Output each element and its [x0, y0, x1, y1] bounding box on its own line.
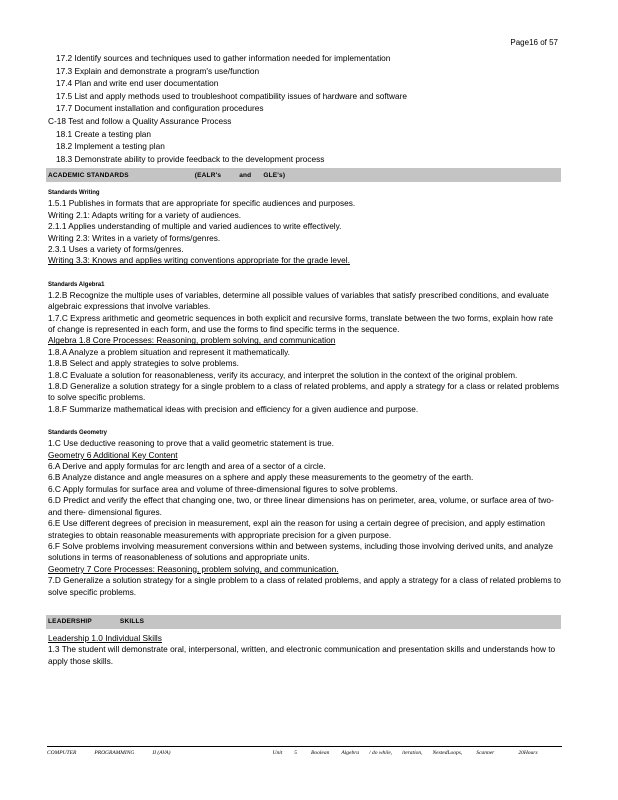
paragraph: 6.E Use different degrees of precision in measurement, expl ain the reason for using a certain degree of precision, and apply estimation strategies to obtain reasonable measurements with appropriate precision for a given purpose. [48, 518, 546, 540]
footer-text: II (AVA) [152, 750, 171, 756]
paragraph: 2.1.1 Applies understanding of multiple and varied audiences to write effectively. [48, 221, 342, 232]
list-item: 18.2 Implement a testing plan [56, 141, 165, 152]
bar-label: and [239, 171, 252, 179]
paragraph: 6.D Predict and verify the effect that changing one, two, or three linear dimensions has on perimeter, area, volume, or surface area of two- and there- dimensional figures. [48, 495, 554, 517]
academic-standards-bar [46, 168, 561, 182]
list-heading: C-18 Test and follow a Quality Assurance Process [48, 115, 232, 126]
footer-text: Scanner [476, 750, 495, 756]
paragraph: 6.B Analyze distance and angle measures on a sphere and apply these measurements to the geometry of the earth. [48, 472, 474, 483]
bar-label: LEADERSHIP [48, 618, 92, 626]
document-body [48, 52, 561, 667]
list-item: 17.4 Plan and write end user documentation [56, 78, 219, 89]
bar-label: SKILLS [119, 618, 145, 626]
objectives-list [48, 52, 561, 165]
underlined-heading: Geometry 7 Core Processes: Reasoning, problem solving, and communication. [48, 563, 339, 574]
paragraph: 1.8.C Evaluate a solution for reasonableness, verify its accuracy, and interpret the solution in the context of the original problem. [48, 369, 518, 380]
underlined-heading: Algebra 1.8 Core Processes: Reasoning, problem solving, and communication [48, 335, 336, 346]
list-item: 17.3 Explain and demonstrate a program's use/function [56, 65, 260, 76]
footer-text: iteration, [402, 750, 423, 756]
underlined-heading: Writing 3.3: Knows and applies writing conventions appropriate for the grade level. [48, 255, 350, 266]
paragraph: 1.8.D Generalize a solution strategy for a single problem to a class of related problems, and apply a strategy for a class or related problems to solve specific problems. [48, 381, 559, 403]
footer-text: 5 [294, 750, 298, 756]
list-item: 18.3 Demonstrate ability to provide feedback to the development process [56, 153, 325, 164]
bar-label: (EALR's [194, 171, 222, 179]
paragraph: 1.5.1 Publishes in formats that are appropriate for specific audiences and purposes. [48, 198, 356, 209]
bar-label: GLE's) [263, 171, 286, 179]
list-item: 17.5 List and apply methods used to troubleshoot compatibility issues of hardware and software [56, 90, 407, 101]
footer-text: 20Hours [518, 750, 538, 756]
paragraph: 6.C Apply formulas for surface area and volume of three-dimensional figures to solve problems. [48, 483, 398, 494]
paragraph: 1.2.B Recognize the multiple uses of variables, determine all possible values of variables that satisfy prescribed conditions, and evaluate algebraic expressions that involve variables. [48, 289, 549, 312]
section-heading: Standards Geometry [48, 430, 108, 437]
section-heading: Standards Algebra1 [48, 281, 105, 288]
footer-text: PROGRAMMING [94, 750, 135, 756]
paragraph: 6.A Derive and apply formulas for arc length and area of a sector of a circle. [48, 461, 326, 472]
page-footer [47, 746, 562, 756]
footer-text: NestedLoops, [432, 750, 463, 756]
paragraph: 1.8.F Summarize mathematical ideas with precision and efficiency for a given audience and purpose. [48, 403, 419, 414]
paragraph: Writing 2.1: Adapts writing for a variety of audiences. [48, 209, 242, 220]
footer-text: COMPUTER [47, 750, 77, 756]
underlined-heading: Geometry 6 Additional Key Content [48, 449, 178, 460]
paragraph: 1.3 The student will demonstrate oral, interpersonal, written, and electronic communication and presentation skills and understands how to apply those skills. [48, 644, 556, 666]
paragraph: 1.7.C Express arithmetic and geometric sequences in both explicit and recursive forms, translate between the two forms, explain how rate of change is represented in each form, and use the forms to find specific terms in the sequence. [48, 312, 553, 334]
paragraph: 1.C Use deductive reasoning to prove that a valid geometric statement is true. [48, 438, 334, 449]
paragraph: 1.8.B Select and apply strategies to solve problems. [48, 358, 239, 369]
list-item: 17.2 Identify sources and techniques used to gather information needed for implementation [56, 53, 391, 63]
underlined-heading: Leadership 1.0 Individual Skills [48, 632, 162, 643]
leadership-section [48, 633, 561, 667]
bar-label: ACADEMIC STANDARDS [48, 171, 129, 179]
algebra-section [48, 280, 561, 415]
footer-text: / do while, [369, 750, 393, 756]
paragraph: Writing 2.3: Writes in a variety of forms/genres. [48, 232, 221, 243]
paragraph: 1.8.A Analyze a problem situation and represent it mathematically. [48, 346, 290, 357]
page-number: Page16 of 57 [510, 38, 558, 47]
paragraph: 7.D Generalize a solution strategy for a single problem to a class of related problems, and apply a strategy for a class of related problems to solve specific problems. [48, 575, 561, 597]
footer-text: Algebra [341, 750, 360, 756]
paragraph: 2.3.1 Uses a variety of forms/genres. [48, 243, 184, 254]
footer-text: Boolean [311, 750, 330, 756]
section-heading: Standards Writing [48, 190, 100, 197]
leadership-skills-bar [46, 615, 561, 629]
geometry-section [48, 428, 561, 598]
footer-text: Unit [272, 750, 283, 756]
writing-section [48, 188, 561, 266]
paragraph: 6.F Solve problems involving measurement conversions within and between systems, including those involving derived units, and analyze solutions in terms of reasonableness of solutions and appropriate units. [48, 540, 553, 563]
list-item: 18.1 Create a testing plan [56, 128, 152, 139]
list-item: 17.7 Document installation and configuration procedures [56, 103, 264, 114]
